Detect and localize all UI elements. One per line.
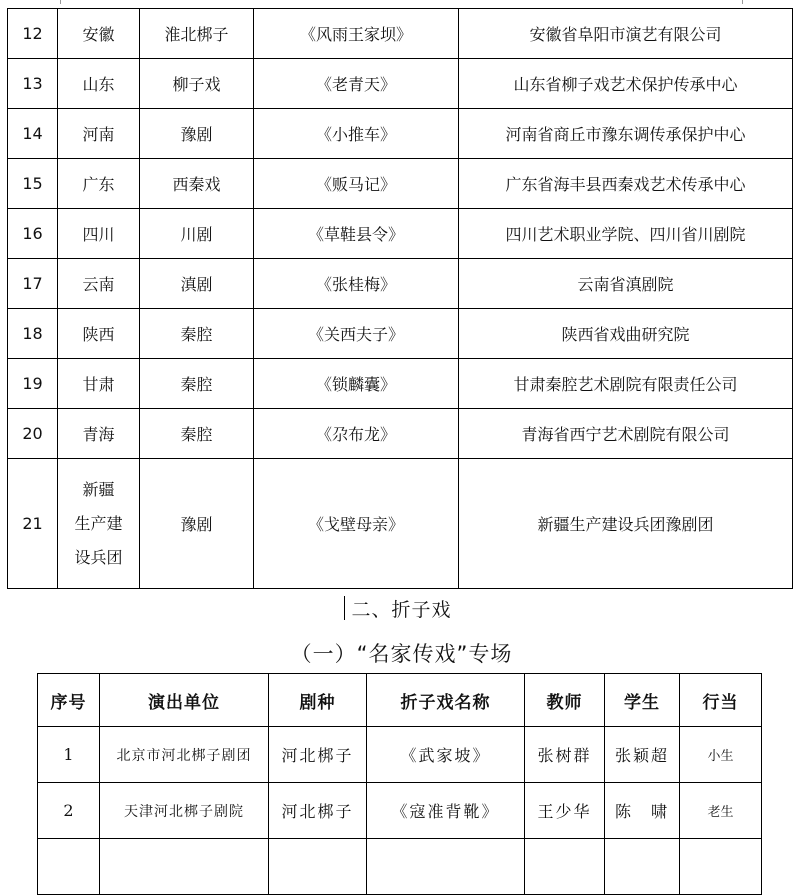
- subsection-heading: （一）“名家传戏”专场: [290, 642, 513, 666]
- cell-unit: 新疆生产建设兵团豫剧团: [459, 459, 793, 589]
- header-genre: 剧种: [269, 674, 367, 727]
- cell-title: 《关西夫子》: [254, 309, 459, 359]
- excerpt-drama-table: [37, 673, 762, 895]
- cell-number: 12: [8, 9, 58, 59]
- table-row: [8, 209, 793, 259]
- cell-number: 20: [8, 409, 58, 459]
- cell-unit: 云南省滇剧院: [459, 259, 793, 309]
- cell-unit: 河南省商丘市豫东调传承保护中心: [459, 109, 793, 159]
- cell-genre: 秦腔: [140, 409, 254, 459]
- cell-title: 《寇准背靴》: [367, 783, 525, 839]
- cell-title: 《老青天》: [254, 59, 459, 109]
- cell-unit: 陕西省戏曲研究院: [459, 309, 793, 359]
- cell-teacher: 王少华: [525, 783, 605, 839]
- header-role: 行当: [680, 674, 762, 727]
- cell-title: 《尕布龙》: [254, 409, 459, 459]
- cell-number: 15: [8, 159, 58, 209]
- cell-student: 陈 啸: [605, 783, 680, 839]
- region-line: 设兵团: [74, 547, 123, 567]
- table-row: [38, 727, 762, 783]
- table-header-row: [38, 674, 762, 727]
- cell-title: 《草鞋县令》: [254, 209, 459, 259]
- table-row: [8, 259, 793, 309]
- cell-region: [58, 459, 140, 589]
- cell-unit: 天津河北梆子剧院: [100, 783, 269, 839]
- cell-genre: 川剧: [140, 209, 254, 259]
- table-row: [8, 409, 793, 459]
- table-row: [8, 109, 793, 159]
- header-title: 折子戏名称: [367, 674, 525, 727]
- cell-region: 青海: [58, 409, 140, 459]
- cell-number: 14: [8, 109, 58, 159]
- cell-number: 13: [8, 59, 58, 109]
- cell-title: 《张桂梅》: [254, 259, 459, 309]
- cell-title: 《锁麟囊》: [254, 359, 459, 409]
- cell-unit: 广东省海丰县西秦戏艺术传承中心: [459, 159, 793, 209]
- section-heading: 二、折子戏: [351, 599, 452, 621]
- cell-unit: 山东省柳子戏艺术保护传承中心: [459, 59, 793, 109]
- cell-unit: 甘肃秦腔艺术剧院有限责任公司: [459, 359, 793, 409]
- cell-role: 老生: [680, 783, 762, 839]
- header-unit: 演出单位: [100, 674, 269, 727]
- cell-unit: 安徽省阜阳市演艺有限公司: [459, 9, 793, 59]
- cell-genre: 豫剧: [140, 109, 254, 159]
- page-top-marks: [0, 0, 803, 4]
- cell-title: 《武家坡》: [367, 727, 525, 783]
- cell-unit: 四川艺术职业学院、四川省川剧院: [459, 209, 793, 259]
- table-row-partial: [38, 839, 762, 895]
- cell-genre: 滇剧: [140, 259, 254, 309]
- cell-region: 安徽: [58, 9, 140, 59]
- cell-title: 《戈壁母亲》: [254, 459, 459, 589]
- table-row: [8, 9, 793, 59]
- text-cursor: [344, 596, 345, 620]
- cell-number: 21: [8, 459, 58, 589]
- cell-genre: 秦腔: [140, 359, 254, 409]
- cell-number: 17: [8, 259, 58, 309]
- cell-student: 张颖超: [605, 727, 680, 783]
- cell-genre: 柳子戏: [140, 59, 254, 109]
- region-line: 新疆: [82, 479, 115, 499]
- region-line: 生产建: [74, 513, 123, 533]
- cell-region: 四川: [58, 209, 140, 259]
- cell-role: 小生: [680, 727, 762, 783]
- table-row: [8, 459, 793, 589]
- table-row: [8, 309, 793, 359]
- cell-genre: 豫剧: [140, 459, 254, 589]
- cell-unit: 青海省西宁艺术剧院有限公司: [459, 409, 793, 459]
- cell-genre: 秦腔: [140, 309, 254, 359]
- cell-title: 《贩马记》: [254, 159, 459, 209]
- cell-region: 云南: [58, 259, 140, 309]
- cell-unit: 北京市河北梆子剧团: [100, 727, 269, 783]
- cell-title: 《小推车》: [254, 109, 459, 159]
- cell-genre: 河北梆子: [269, 783, 367, 839]
- cell-number: 19: [8, 359, 58, 409]
- cell-region: 陕西: [58, 309, 140, 359]
- header-teacher: 教师: [525, 674, 605, 727]
- table-row: [8, 59, 793, 109]
- cell-number: 18: [8, 309, 58, 359]
- cell-number: 1: [38, 727, 100, 783]
- cell-region: 甘肃: [58, 359, 140, 409]
- cell-genre: 西秦戏: [140, 159, 254, 209]
- cell-region: 广东: [58, 159, 140, 209]
- table-row: [8, 359, 793, 409]
- cell-region: 山东: [58, 59, 140, 109]
- full-length-drama-table-body: [8, 9, 793, 589]
- cell-region: 河南: [58, 109, 140, 159]
- table-row: [8, 159, 793, 209]
- header-number: 序号: [38, 674, 100, 727]
- table-row: [38, 783, 762, 839]
- header-student: 学生: [605, 674, 680, 727]
- cell-number: 16: [8, 209, 58, 259]
- cell-teacher: 张树群: [525, 727, 605, 783]
- cell-genre: 河北梆子: [269, 727, 367, 783]
- full-length-drama-table: [7, 8, 793, 589]
- cell-number: 2: [38, 783, 100, 839]
- cell-genre: 淮北梆子: [140, 9, 254, 59]
- cell-title: 《风雨王家坝》: [254, 9, 459, 59]
